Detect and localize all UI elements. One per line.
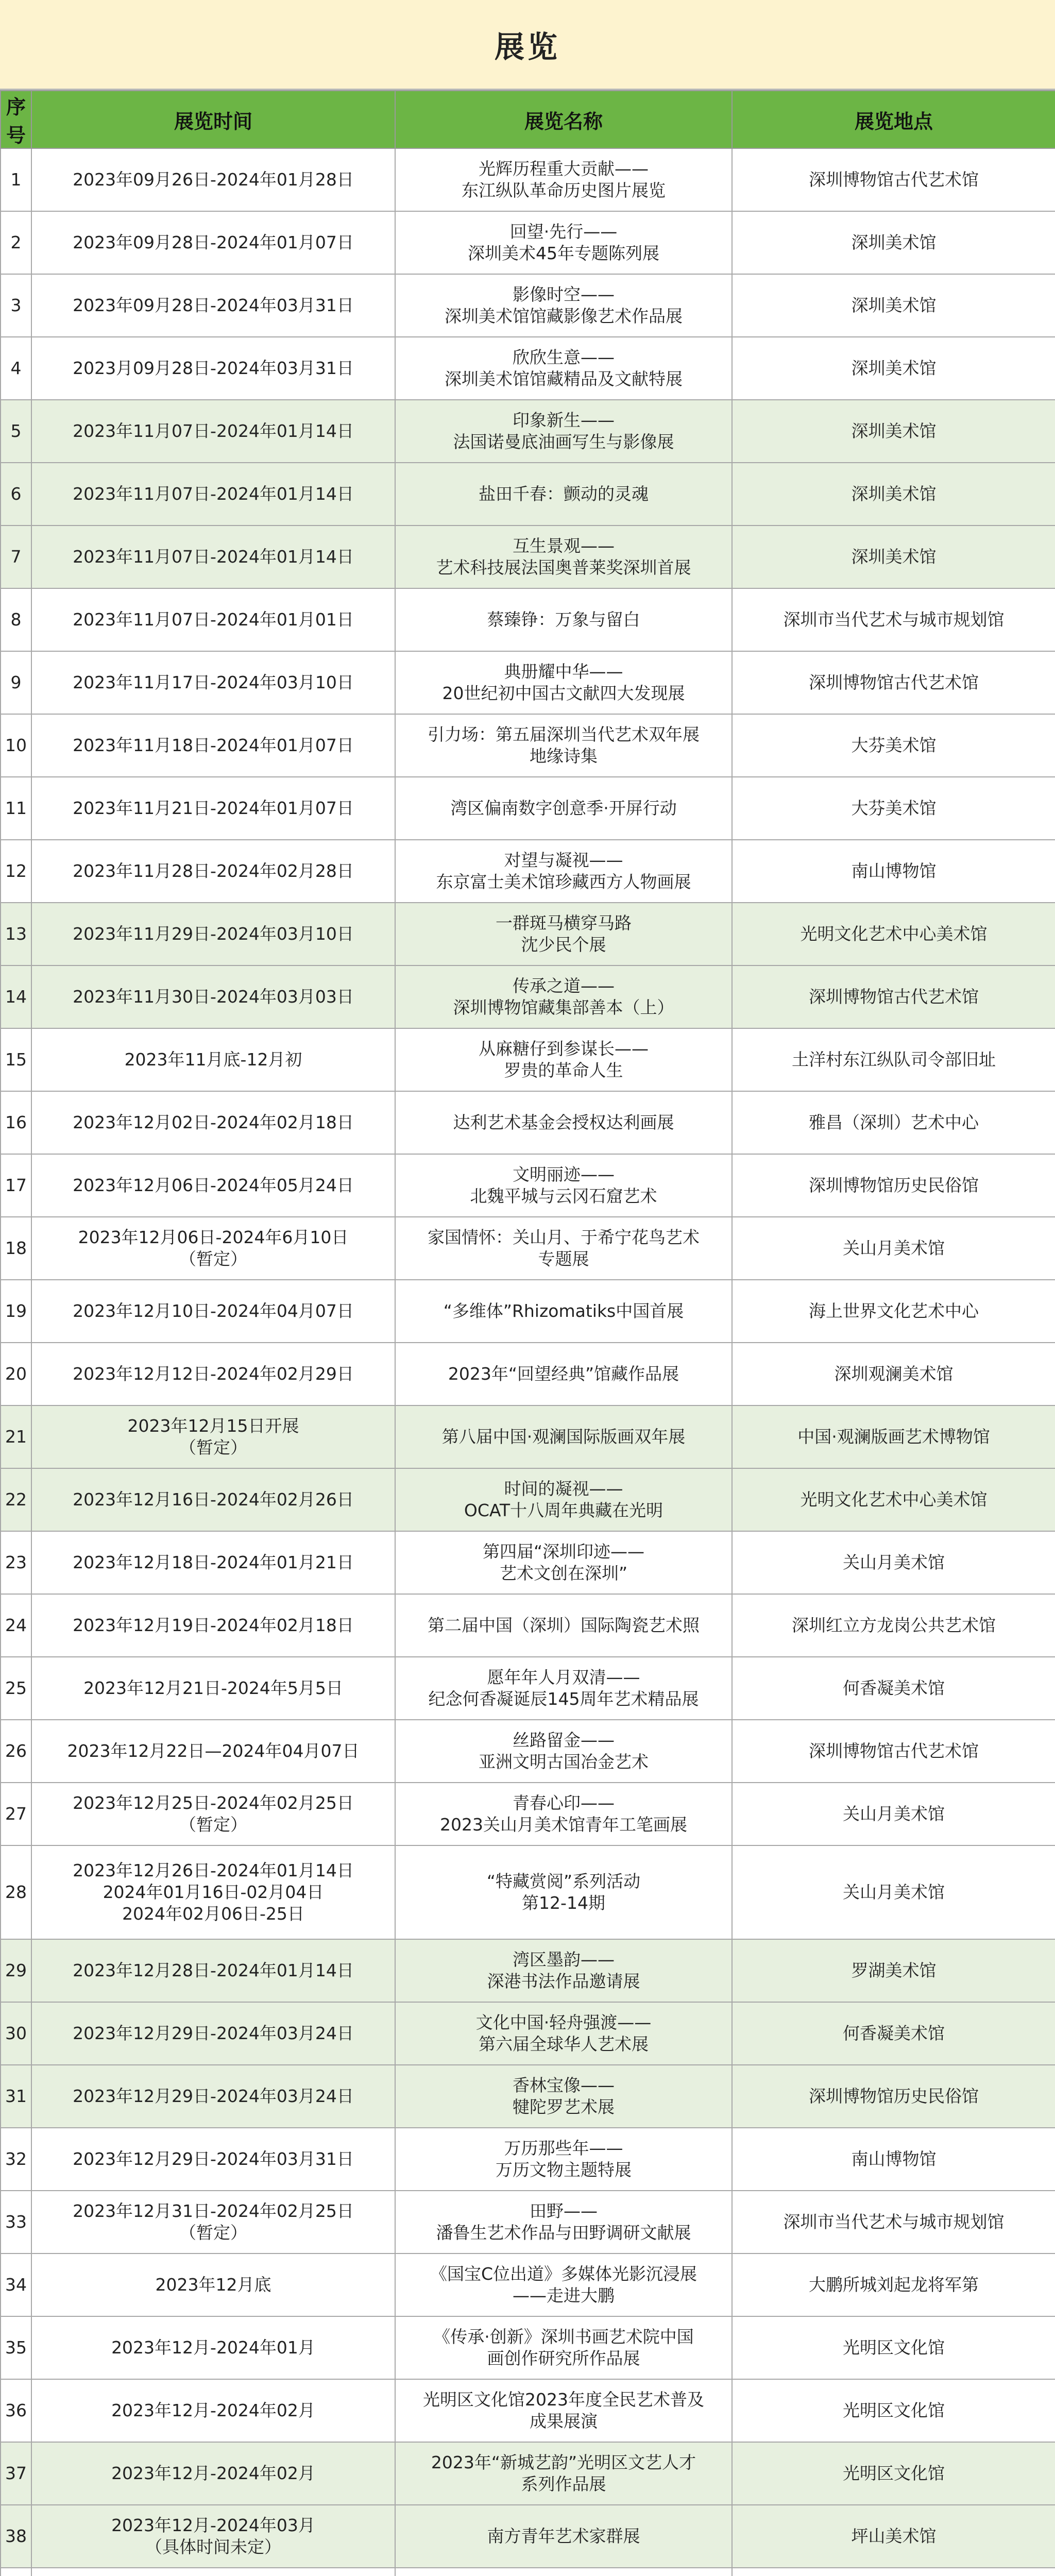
cell-name: 一群斑马横穿马路 沈少民个展: [395, 903, 732, 965]
cell-venue: 何香凝美术馆: [732, 2002, 1055, 2065]
cell-time: 2023年11月底-12月初: [31, 1028, 395, 1091]
cell-no: 14: [1, 965, 31, 1028]
cell-no: 19: [1, 1280, 31, 1343]
cell-venue: 深圳美术馆: [732, 400, 1055, 463]
table-row: [1, 274, 1055, 337]
cell-venue: 南山博物馆: [732, 2128, 1055, 2191]
table-row: [1, 2316, 1055, 2379]
table-row: [1, 2065, 1055, 2128]
table-row: [1, 148, 1055, 211]
table-row: [1, 1154, 1055, 1217]
cell-venue: 深圳博物馆历史民俗馆: [732, 1154, 1055, 1217]
cell-name: 南方青年艺术家群展: [395, 2505, 732, 2568]
cell-no: 8: [1, 588, 31, 651]
cell-no: 5: [1, 400, 31, 463]
table-row: [1, 777, 1055, 840]
table-row: [1, 651, 1055, 714]
table-row: [1, 1845, 1055, 1939]
cell-no: 6: [1, 463, 31, 526]
cell-name: 湾区墨韵—— 深港书法作品邀请展: [395, 1939, 732, 2002]
table-row: [1, 1468, 1055, 1531]
cell-venue: 深圳博物馆历史民俗馆: [732, 2065, 1055, 2128]
cell-venue: 坪山美术馆: [732, 2505, 1055, 2568]
cell-time: 2023年12月29日-2024年03月31日: [31, 2128, 395, 2191]
cell-name: 万历那些年—— 万历文物主题特展: [395, 2128, 732, 2191]
cell-time: 2023年11月21日-2024年01月07日: [31, 777, 395, 840]
cell-time: 2023年12月28日-2024年01月14日: [31, 1939, 395, 2002]
cell-no: 36: [1, 2379, 31, 2442]
cell-name: 2023年“新城艺韵”光明区文艺人才 系列作品展: [395, 2442, 732, 2505]
cell-time: 2023年11月28日-2024年02月28日: [31, 840, 395, 903]
table-row: [1, 1280, 1055, 1343]
cell-no: 7: [1, 526, 31, 588]
table-row: [1, 400, 1055, 463]
cell-time: 2023年12月12日-2024年02月29日: [31, 1343, 395, 1405]
cell-venue: 南山博物馆: [732, 840, 1055, 903]
cell-name: “多维体”Rhizomatiks中国首展: [395, 1280, 732, 1343]
cell-no: 20: [1, 1343, 31, 1405]
cell-time: 2023年11月29日-2024年03月10日: [31, 903, 395, 965]
cell-time: 2023年12月-2024年02月: [31, 2379, 395, 2442]
cell-time: 2023年12月06日-2024年6月10日 （暂定）: [31, 1217, 395, 1280]
cell-time: 2023年12月22日—2024年04月07日: [31, 1720, 395, 1783]
cell-name: 田野—— 潘鲁生艺术作品与田野调研文献展: [395, 2191, 732, 2253]
cell-time: 2023年12月29日-2024年03月24日: [31, 2002, 395, 2065]
table-row: [1, 1091, 1055, 1154]
table-row: [1, 1531, 1055, 1594]
cell-name: 互生景观—— 艺术科技展法国奥普莱奖深圳首展: [395, 526, 732, 588]
cell-time: 2023年12月25日-2024年02月25日 （暂定）: [31, 1783, 395, 1845]
cell-venue: 深圳美术馆: [732, 211, 1055, 274]
cell-venue: [732, 2568, 1055, 2576]
table-row: [1, 1217, 1055, 1280]
cell-no: 35: [1, 2316, 31, 2379]
table-row: [1, 337, 1055, 400]
cell-name: 从麻糖仔到参谋长—— 罗贵的革命人生: [395, 1028, 732, 1091]
table-row: [1, 2128, 1055, 2191]
cell-no: 11: [1, 777, 31, 840]
cell-time: 2023年12月26日-2024年01月14日 2024年01月16日-02月04日 2024年02月06日-25日: [31, 1845, 395, 1939]
cell-name: 光明区文化馆2023年度全民艺术普及 成果展演: [395, 2379, 732, 2442]
cell-venue: 光明区文化馆: [732, 2316, 1055, 2379]
cell-time: 2023年11月07日-2024年01月14日: [31, 463, 395, 526]
cell-time: [31, 2568, 395, 2576]
cell-name: 对望与凝视—— 东京富士美术馆珍藏西方人物画展: [395, 840, 732, 903]
cell-venue: 大芬美术馆: [732, 714, 1055, 777]
cell-name: 湾区偏南数字创意季·开屏行动: [395, 777, 732, 840]
cell-time: 2023年12月-2024年01月: [31, 2316, 395, 2379]
cell-time: 2023年12月31日-2024年02月25日 （暂定）: [31, 2191, 395, 2253]
table-header-row: [1, 91, 1055, 148]
cell-venue: 光明区文化馆: [732, 2442, 1055, 2505]
cell-name: 达利艺术基金会授权达利画展: [395, 1091, 732, 1154]
cell-venue: 关山月美术馆: [732, 1531, 1055, 1594]
header-time: 展览时间: [31, 91, 395, 148]
cell-name: 回望·先行—— 深圳美术45年专题陈列展: [395, 211, 732, 274]
cell-name: 引力场：第五届深圳当代艺术双年展 地缘诗集: [395, 714, 732, 777]
cell-time: 2023年12月10日-2024年04月07日: [31, 1280, 395, 1343]
cell-time: 2023年12月底: [31, 2253, 395, 2316]
cell-time: 2023年12月21日-2024年5月5日: [31, 1657, 395, 1720]
cell-time: 2023年09月28日-2024年01月07日: [31, 211, 395, 274]
cell-no: 13: [1, 903, 31, 965]
cell-time: 2023年12月18日-2024年01月21日: [31, 1531, 395, 1594]
cell-venue: 深圳博物馆古代艺术馆: [732, 965, 1055, 1028]
cell-no: [1, 2568, 31, 2576]
cell-no: 9: [1, 651, 31, 714]
cell-name: 光辉历程重大贡献—— 东江纵队革命历史图片展览: [395, 148, 732, 211]
cell-name: 2023年“回望经典”馆藏作品展: [395, 1343, 732, 1405]
cell-name: 传承之道—— 深圳博物馆藏集部善本（上）: [395, 965, 732, 1028]
cell-venue: 光明文化艺术中心美术馆: [732, 1468, 1055, 1531]
header-venue: 展览地点: [732, 91, 1055, 148]
header-name: 展览名称: [395, 91, 732, 148]
cell-no: 3: [1, 274, 31, 337]
table-row: [1, 1594, 1055, 1657]
cell-no: 28: [1, 1845, 31, 1939]
cell-name: 青春心印—— 2023关山月美术馆青年工笔画展: [395, 1783, 732, 1845]
cell-name: 愿年年人月双清—— 纪念何香凝诞辰145周年艺术精品展: [395, 1657, 732, 1720]
cell-time: 2023年09月28日-2024年03月31日: [31, 274, 395, 337]
cell-name: 《国宝C位出道》多媒体光影沉浸展 ——走进大鹏: [395, 2253, 732, 2316]
cell-name: [395, 2568, 732, 2576]
cell-name: 第四届“深圳印迹—— 艺术文创在深圳”: [395, 1531, 732, 1594]
cell-no: 15: [1, 1028, 31, 1091]
table-row: [1, 1343, 1055, 1405]
cell-no: 4: [1, 337, 31, 400]
table-row: [1, 588, 1055, 651]
cell-no: 2: [1, 211, 31, 274]
exhibition-table: [0, 90, 1055, 2576]
cell-venue: 关山月美术馆: [732, 1845, 1055, 1939]
cell-no: 30: [1, 2002, 31, 2065]
cell-name: 文明丽迹—— 北魏平城与云冈石窟艺术: [395, 1154, 732, 1217]
cell-no: 24: [1, 1594, 31, 1657]
cell-time: 2023年12月06日-2024年05月24日: [31, 1154, 395, 1217]
table-row: [1, 526, 1055, 588]
cell-name: 蔡臻铮：万象与留白: [395, 588, 732, 651]
cell-venue: 何香凝美术馆: [732, 1657, 1055, 1720]
cell-time: 2023年12月-2024年03月 （具体时间未定）: [31, 2505, 395, 2568]
cell-time: 2023年12月-2024年02月: [31, 2442, 395, 2505]
cell-venue: 海上世界文化艺术中心: [732, 1280, 1055, 1343]
cell-venue: 深圳市当代艺术与城市规划馆: [732, 588, 1055, 651]
table-row: [1, 1783, 1055, 1845]
cell-no: 29: [1, 1939, 31, 2002]
cell-venue: 深圳观澜美术馆: [732, 1343, 1055, 1405]
cell-time: 2023年11月07日-2024年01月14日: [31, 526, 395, 588]
cell-time: 2023年12月15日开展 （暂定）: [31, 1405, 395, 1468]
cell-name: 盐田千春：颤动的灵魂: [395, 463, 732, 526]
cell-venue: 深圳美术馆: [732, 526, 1055, 588]
cell-time: 2023月09月28日-2024年03月31日: [31, 337, 395, 400]
cell-venue: 深圳美术馆: [732, 463, 1055, 526]
cell-venue: 深圳博物馆古代艺术馆: [732, 651, 1055, 714]
cell-venue: 深圳市当代艺术与城市规划馆: [732, 2191, 1055, 2253]
table-row: [1, 1939, 1055, 2002]
page-title: 展览: [0, 0, 1055, 90]
cell-time: 2023年12月02日-2024年02月18日: [31, 1091, 395, 1154]
cell-no: 16: [1, 1091, 31, 1154]
cell-name: 欣欣生意—— 深圳美术馆馆藏精品及文献特展: [395, 337, 732, 400]
table-body: [1, 148, 1055, 2576]
cell-name: 家国情怀：关山月、于希宁花鸟艺术 专题展: [395, 1217, 732, 1280]
cell-time: 2023年11月07日-2024年01月01日: [31, 588, 395, 651]
cell-no: 31: [1, 2065, 31, 2128]
cell-no: 38: [1, 2505, 31, 2568]
cell-venue: 深圳博物馆古代艺术馆: [732, 1720, 1055, 1783]
table-row: [1, 1720, 1055, 1783]
cell-no: 34: [1, 2253, 31, 2316]
cell-no: 26: [1, 1720, 31, 1783]
table-row: [1, 463, 1055, 526]
table-row: [1, 2505, 1055, 2568]
cell-venue: 关山月美术馆: [732, 1217, 1055, 1280]
cell-time: 2023年11月07日-2024年01月14日: [31, 400, 395, 463]
table-row: [1, 1405, 1055, 1468]
cell-time: 2023年11月30日-2024年03月03日: [31, 965, 395, 1028]
cell-no: 23: [1, 1531, 31, 1594]
cell-venue: 土洋村东江纵队司令部旧址: [732, 1028, 1055, 1091]
table-row: [1, 903, 1055, 965]
cell-venue: 大芬美术馆: [732, 777, 1055, 840]
cell-no: 22: [1, 1468, 31, 1531]
cell-venue: 中国·观澜版画艺术博物馆: [732, 1405, 1055, 1468]
cell-time: 2023年11月17日-2024年03月10日: [31, 651, 395, 714]
cell-name: 印象新生—— 法国诺曼底油画写生与影像展: [395, 400, 732, 463]
cell-no: 18: [1, 1217, 31, 1280]
cell-no: 12: [1, 840, 31, 903]
cell-no: 17: [1, 1154, 31, 1217]
table-row: [1, 2002, 1055, 2065]
table-row: [1, 2568, 1055, 2576]
table-row: [1, 2253, 1055, 2316]
cell-name: “特藏赏阅”系列活动 第12-14期: [395, 1845, 732, 1939]
cell-time: 2023年12月16日-2024年02月26日: [31, 1468, 395, 1531]
cell-venue: 雅昌（深圳）艺术中心: [732, 1091, 1055, 1154]
cell-name: 丝路留金—— 亚洲文明古国冶金艺术: [395, 1720, 732, 1783]
cell-no: 1: [1, 148, 31, 211]
cell-venue: 深圳红立方龙岗公共艺术馆: [732, 1594, 1055, 1657]
cell-name: 《传承·创新》深圳书画艺术院中国 画创作研究所作品展: [395, 2316, 732, 2379]
table-row: [1, 714, 1055, 777]
cell-time: 2023年12月19日-2024年02月18日: [31, 1594, 395, 1657]
cell-name: 文化中国·轻舟强渡—— 第六届全球华人艺术展: [395, 2002, 732, 2065]
cell-no: 21: [1, 1405, 31, 1468]
cell-name: 典册耀中华—— 20世纪初中国古文献四大发现展: [395, 651, 732, 714]
table-row: [1, 965, 1055, 1028]
cell-no: 37: [1, 2442, 31, 2505]
table-row: [1, 2442, 1055, 2505]
cell-time: 2023年09月26日-2024年01月28日: [31, 148, 395, 211]
header-no: 序号: [1, 91, 31, 148]
table-row: [1, 840, 1055, 903]
cell-name: 第二届中国（深圳）国际陶瓷艺术照: [395, 1594, 732, 1657]
cell-venue: 深圳博物馆古代艺术馆: [732, 148, 1055, 211]
cell-venue: 罗湖美术馆: [732, 1939, 1055, 2002]
cell-name: 影像时空—— 深圳美术馆馆藏影像艺术作品展: [395, 274, 732, 337]
cell-venue: 光明区文化馆: [732, 2379, 1055, 2442]
cell-venue: 光明文化艺术中心美术馆: [732, 903, 1055, 965]
cell-no: 10: [1, 714, 31, 777]
table-row: [1, 211, 1055, 274]
cell-no: 32: [1, 2128, 31, 2191]
table-row: [1, 2379, 1055, 2442]
cell-venue: 深圳美术馆: [732, 274, 1055, 337]
cell-venue: 关山月美术馆: [732, 1783, 1055, 1845]
table-row: [1, 2191, 1055, 2253]
table-row: [1, 1028, 1055, 1091]
cell-name: 香林宝像—— 犍陀罗艺术展: [395, 2065, 732, 2128]
cell-no: 33: [1, 2191, 31, 2253]
table-row: [1, 1657, 1055, 1720]
cell-venue: 大鹏所城刘起龙将军第: [732, 2253, 1055, 2316]
cell-name: 第八届中国·观澜国际版画双年展: [395, 1405, 732, 1468]
cell-time: 2023年12月29日-2024年03月24日: [31, 2065, 395, 2128]
cell-no: 27: [1, 1783, 31, 1845]
cell-no: 25: [1, 1657, 31, 1720]
cell-name: 时间的凝视—— OCAT十八周年典藏在光明: [395, 1468, 732, 1531]
cell-time: 2023年11月18日-2024年01月07日: [31, 714, 395, 777]
cell-venue: 深圳美术馆: [732, 337, 1055, 400]
